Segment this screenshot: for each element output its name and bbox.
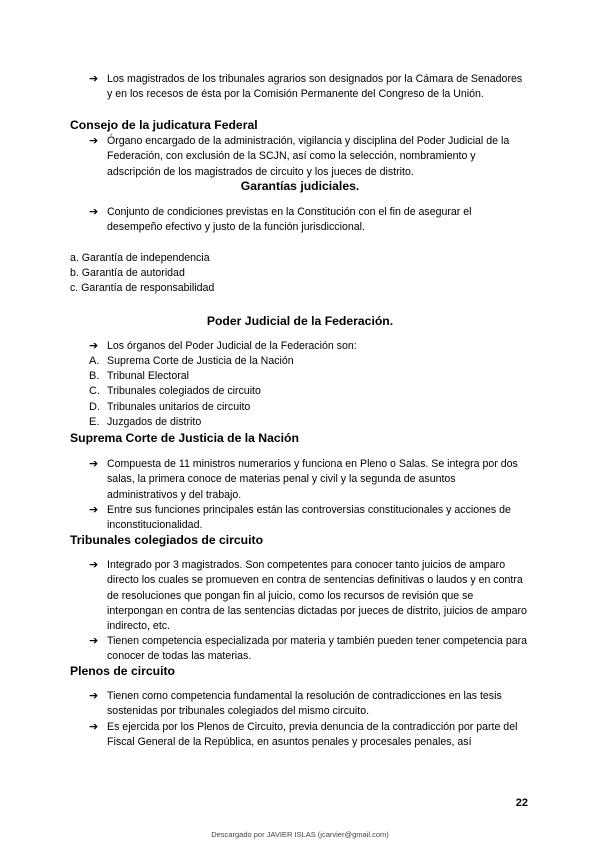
bullet-arrow-icon: ➔: [89, 340, 99, 352]
tribunales-paragraph: Tienen competencia especializada por materia y también pueden tener competencia para conocer de todas las materias.: [107, 635, 528, 663]
garantias-paragraph: Conjunto de condiciones previstas en la Constitución con el fin de asegurar el desempeño efectivo y justo de la función jurisdiccional.: [107, 206, 472, 234]
tribunales-paragraph: Integrado por 3 magistrados. Son competentes para conocer tanto juicios de amparo directo los cuales se promueven en contra de sentencias definitivas o laudos y en contra de resoluciones que pongan fin al juicio, como los recursos de revisión que se interpongan en contra de las sentencias dictadas por jueces de distrito, juicios de amparo indirecto, etc.: [107, 559, 527, 633]
organ-letter: B.: [89, 370, 100, 382]
organ-letter: A.: [89, 355, 100, 367]
bullet-arrow-icon: ➔: [89, 559, 99, 571]
bullet-arrow-icon: ➔: [89, 73, 99, 85]
download-footer: Descargado por JAVIER ISLAS (jcarvier@gmail.com): [211, 830, 389, 839]
plenos-paragraph: Es ejercida por los Plenos de Circuito, previa denuncia de la contradicción por parte del Fiscal General de la República, en asuntos penales y procesales penales, así: [107, 721, 518, 749]
bullet-arrow-icon: ➔: [89, 721, 99, 733]
plenos-heading: Plenos de circuito: [70, 664, 175, 678]
organ-item: Juzgados de distrito: [107, 416, 202, 428]
bullet-arrow-icon: ➔: [89, 690, 99, 702]
bullet-arrow-icon: ➔: [89, 635, 99, 647]
organ-item: Tribunales colegiados de circuito: [107, 385, 261, 397]
organ-item: Tribunales unitarios de circuito: [107, 401, 251, 413]
organ-item: Tribunal Electoral: [107, 370, 190, 382]
organ-item: Suprema Corte de Justicia de la Nación: [107, 355, 294, 367]
bullet-arrow-icon: ➔: [89, 458, 99, 470]
consejo-paragraph: Órgano encargado de la administración, vigilancia y disciplina del Poder Judicial de la Federación, con exclusión de la SCJN, así como la selección, nombramiento y adscripción de los magistrados de circuito y los jueces de distrito.: [107, 135, 510, 178]
suprema-paragraph: Entre sus funciones principales están las controversias constitucionales y acciones de inconstitucionalidad.: [107, 504, 511, 532]
organ-letter: D.: [89, 401, 100, 413]
organ-letter: E.: [89, 416, 100, 428]
bullet-arrow-icon: ➔: [89, 206, 99, 218]
garantia-item: c. Garantía de responsabilidad: [70, 282, 215, 294]
organ-letter: C.: [89, 385, 100, 397]
suprema-paragraph: Compuesta de 11 ministros numerarios y funciona en Pleno o Salas. Se integra por dos salas, la primera conoce de materias penal y civil y la segunda de asuntos administrativos y del trabajo.: [107, 458, 518, 501]
consejo-heading: Consejo de la judicatura Federal: [70, 118, 258, 132]
intro-paragraph: Los magistrados de los tribunales agrarios son designados por la Cámara de Senadores y en los recesos de ésta por la Comisión Permanente del Congreso de la Unión.: [107, 73, 523, 101]
garantia-item: b. Garantía de autoridad: [70, 267, 185, 279]
page-number: 22: [515, 797, 528, 809]
tribunales-heading: Tribunales colegiados de circuito: [70, 533, 264, 547]
bullet-arrow-icon: ➔: [89, 135, 99, 147]
suprema-heading: Suprema Corte de Justicia de la Nación: [70, 431, 299, 445]
poder-paragraph: Los órganos del Poder Judicial de la Federación son:: [107, 340, 357, 352]
garantias-heading: Garantías judiciales.: [240, 179, 360, 193]
poder-heading: Poder Judicial de la Federación.: [206, 314, 394, 328]
bullet-arrow-icon: ➔: [89, 504, 99, 516]
plenos-paragraph: Tienen como competencia fundamental la resolución de contradicciones en las tesis sostenidas por tribunales colegiados del mismo circuito.: [107, 690, 502, 718]
garantia-item: a. Garantía de independencia: [70, 252, 210, 264]
